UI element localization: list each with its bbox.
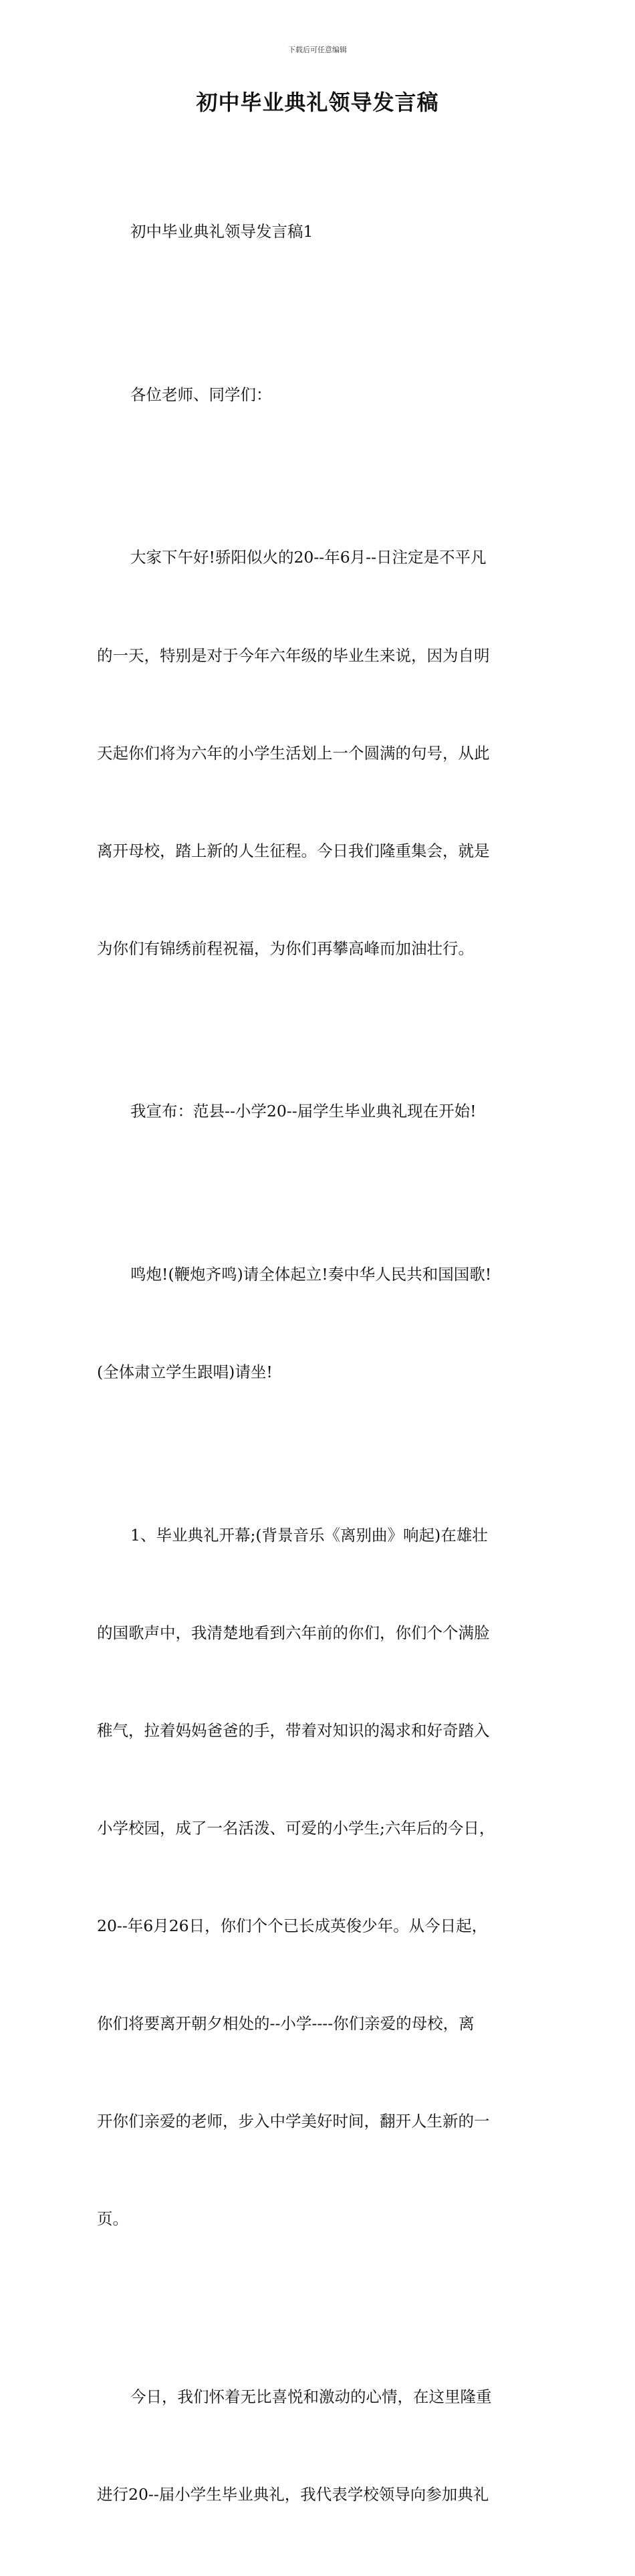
paragraph-opening — [97, 1454, 541, 2300]
text-line: 的国歌声中，我清楚地看到六年前的你们，你们个个满脸 — [97, 1623, 490, 1642]
text-line: 20--年6月26日，你们个个已长成英俊少年。从今日起， — [97, 1916, 488, 1935]
document-title: 初中毕业典礼领导发言稿 — [196, 90, 439, 115]
paragraph-heading — [97, 151, 541, 314]
text-line: 各位老师、同学们： — [130, 385, 272, 404]
paragraph-salutation — [97, 314, 541, 477]
text-line: 的一天，特别是对于今年六年级的毕业生来说，因为自明 — [97, 646, 490, 665]
text-line: 我宣布：范县--小学20--届学生毕业典礼现在开始! — [130, 1102, 477, 1121]
text-line: 稚气，拉着妈妈爸爸的手，带着对知识的渴求和好奇踏入 — [97, 1720, 490, 1740]
text-line: 1、毕业典礼开幕;(背景音乐《离别曲》响起)在雄壮 — [130, 1525, 488, 1545]
page-header-note: 下载后可任意编辑 — [288, 45, 347, 54]
text-line: 天起你们将为六年的小学生活划上一个圆满的句号，从此 — [97, 743, 490, 763]
text-line: 初中毕业典礼领导发言稿1 — [130, 222, 313, 241]
text-line: 开你们亲爱的老师，步入中学美好时间，翻开人生新的一 — [97, 2112, 490, 2131]
text-line: 离开母校，踏上新的人生征程。今日我们隆重集会，就是 — [97, 841, 490, 860]
text-line: 你们将要离开朝夕相处的--小学----你们亲爱的母校，离 — [97, 2014, 475, 2034]
text-line: 今日，我们怀着无比喜悦和激动的心情，在这里隆重 — [130, 2387, 492, 2406]
text-line: 大家下午好!骄阳似火的20--年6月--日注定是不平凡 — [130, 548, 487, 567]
paragraph-greeting — [97, 476, 541, 1030]
paragraph-today — [97, 2315, 541, 2576]
text-line: (全体肃立学生跟唱)请坐! — [97, 1363, 273, 1382]
text-line: 进行20--届小学生毕业典礼，我代表学校领导向参加典礼 — [97, 2484, 489, 2504]
text-line: 页。 — [97, 2209, 128, 2229]
paragraph-spacer — [97, 2300, 541, 2315]
text-line: 小学校园，成了一名活泼、可爱的小学生;六年后的今日， — [97, 1818, 495, 1838]
text-line: 鸣炮!(鞭炮齐鸣)请全体起立!奏中华人民共和国国歌! — [130, 1264, 492, 1284]
paragraph-announcement — [97, 1030, 541, 1193]
text-line: 为你们有锦绣前程祝福，为你们再攀高峰而加油壮行。 — [97, 938, 474, 958]
paragraph-anthem — [97, 1193, 541, 1454]
document-body — [97, 151, 541, 2576]
